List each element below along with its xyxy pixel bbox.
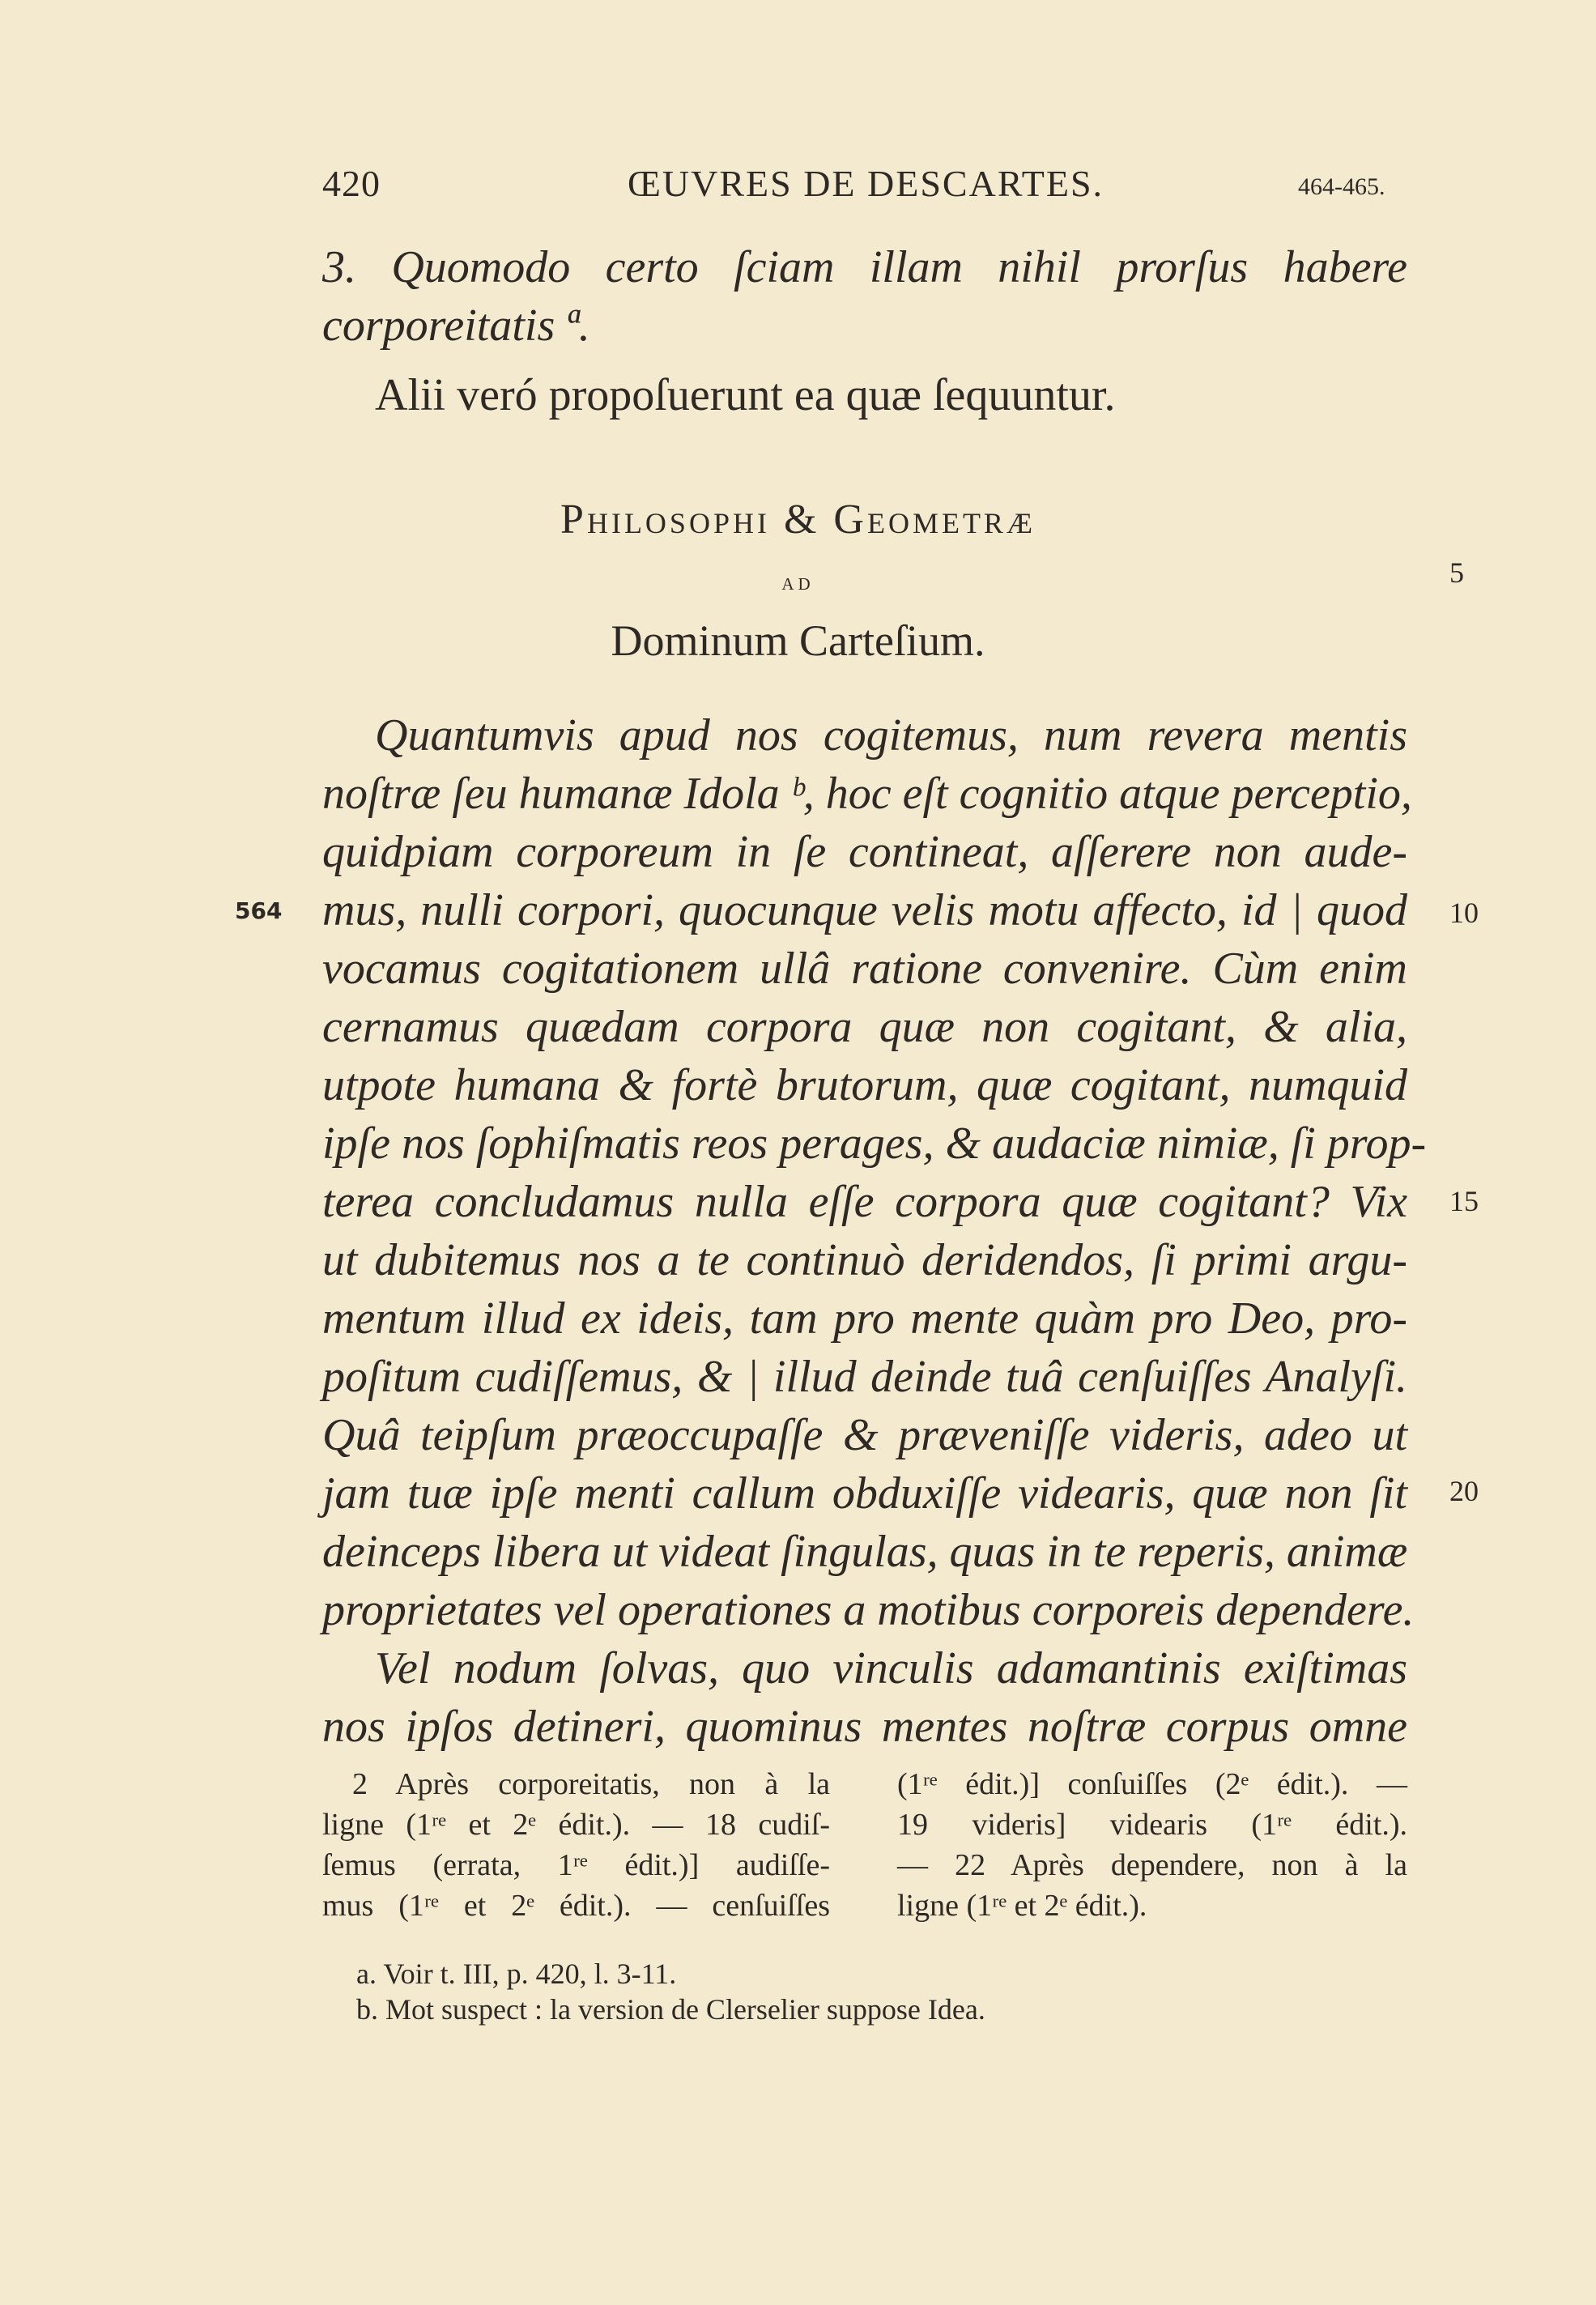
intro-line: Alii veró propoſuerunt ea quæ ſequuntur.	[375, 370, 1116, 420]
paragraph-line: mentum illud ex ideis, tam pro mente quàm pro Deo, pro-	[322, 1293, 1407, 1344]
item-3-line-1: 3. Quomodo certo ſciam illam nihil prorſus habere	[322, 242, 1407, 292]
heading-line-3: Dominum Carteſium.	[611, 616, 985, 665]
margin-page-ref: 564	[235, 897, 283, 924]
line-number-5: 5	[1449, 556, 1464, 589]
paragraph-line: Quâ teipſum præoccupaſſe & præveniſſe videris, adeo ut	[322, 1410, 1407, 1460]
paragraph-line: vocamus cogitationem ullâ ratione convenire. Cùm enim	[322, 944, 1407, 994]
paragraph-line: quidpiam corporeum in ſe contineat, aſſerere non aude-	[322, 827, 1407, 877]
note-line: — 22 Après dependere, non à la	[897, 1848, 1407, 1882]
note-line: 19 videris] videaris (1ʳᵉ édit.).	[897, 1808, 1407, 1842]
note-line: mus (1ʳᵉ et 2ᵉ édit.). — cenſuiſſes	[322, 1889, 830, 1923]
edition-page-range: 464-465.	[1298, 173, 1385, 200]
paragraph-line: Quantumvis apud nos cogitemus, num revera mentis	[375, 710, 1407, 761]
paragraph-line: poſitum cudiſſemus, & | illud deinde tuâ cenſuiſſes Analyſi.	[322, 1352, 1407, 1402]
paragraph-line: cernamus quædam corpora quæ non cogitant, & alia,	[322, 1002, 1407, 1052]
heading-line-2: ad	[781, 569, 815, 595]
note-line: ligne (1ʳᵉ et 2ᵉ édit.).	[897, 1889, 1147, 1923]
paragraph-line: jam tuæ ipſe menti callum obduxiſſe videaris, quæ non ſit	[322, 1468, 1407, 1519]
note-line: ligne (1ʳᵉ et 2ᵉ édit.). — 18 cudiſ-	[322, 1808, 830, 1842]
paragraph-line: terea concludamus nulla eſſe corpora quæ cogitant? Vix	[322, 1177, 1407, 1227]
note-line: 2 Après corporeitatis, non à la	[352, 1767, 830, 1801]
paragraph-line: ut dubitemus nos a te continuò deridendos, ſi primi argu-	[322, 1235, 1407, 1285]
paragraph-line: utpote humana & fortè brutorum, quæ cogitant, numquid	[322, 1060, 1407, 1110]
item-3-line-2: corporeitatis ª.	[322, 300, 590, 351]
page-number: 420	[322, 163, 381, 204]
paragraph-line: nos ipſos detineri, quominus mentes noſtræ corpus omne	[322, 1702, 1407, 1752]
footnote-a: a. Voir t. III, p. 420, l. 3-11.	[356, 1958, 677, 1990]
note-line: ſemus (errata, 1ʳᵉ édit.)] audiſſe-	[322, 1848, 830, 1882]
line-number-20: 20	[1449, 1475, 1479, 1507]
footnote-b: b. Mot suspect : la version de Clerselier suppose Idea.	[356, 1993, 985, 2026]
heading-line-1: Philosophi & Geometræ	[560, 496, 1036, 543]
line-number-15: 15	[1449, 1185, 1479, 1217]
paragraph-line: Vel nodum ſolvas, quo vinculis adamantinis exiſtimas	[375, 1643, 1407, 1694]
paragraph-line: mus, nulli corpori, quocunque velis motu affecto, id | quod	[322, 885, 1407, 935]
line-number-10: 10	[1449, 897, 1479, 929]
paragraph-line: ipſe nos ſophiſmatis reos perages, & audaciæ nimiæ, ſi prop-	[322, 1118, 1427, 1169]
paragraph-line: proprietates vel operationes a motibus corporeis dependere.	[322, 1585, 1415, 1635]
note-line: (1ʳᵉ édit.)] conſuiſſes (2ᵉ édit.). —	[897, 1767, 1407, 1801]
running-title: ŒUVRES DE DESCARTES.	[628, 163, 1104, 204]
paragraph-line: deinceps libera ut videat ſingulas, quas in te reperis, animæ	[322, 1527, 1408, 1577]
paragraph-line: noſtræ ſeu humanæ Idola ᵇ, hoc eſt cognitio atque perceptio,	[322, 769, 1412, 819]
